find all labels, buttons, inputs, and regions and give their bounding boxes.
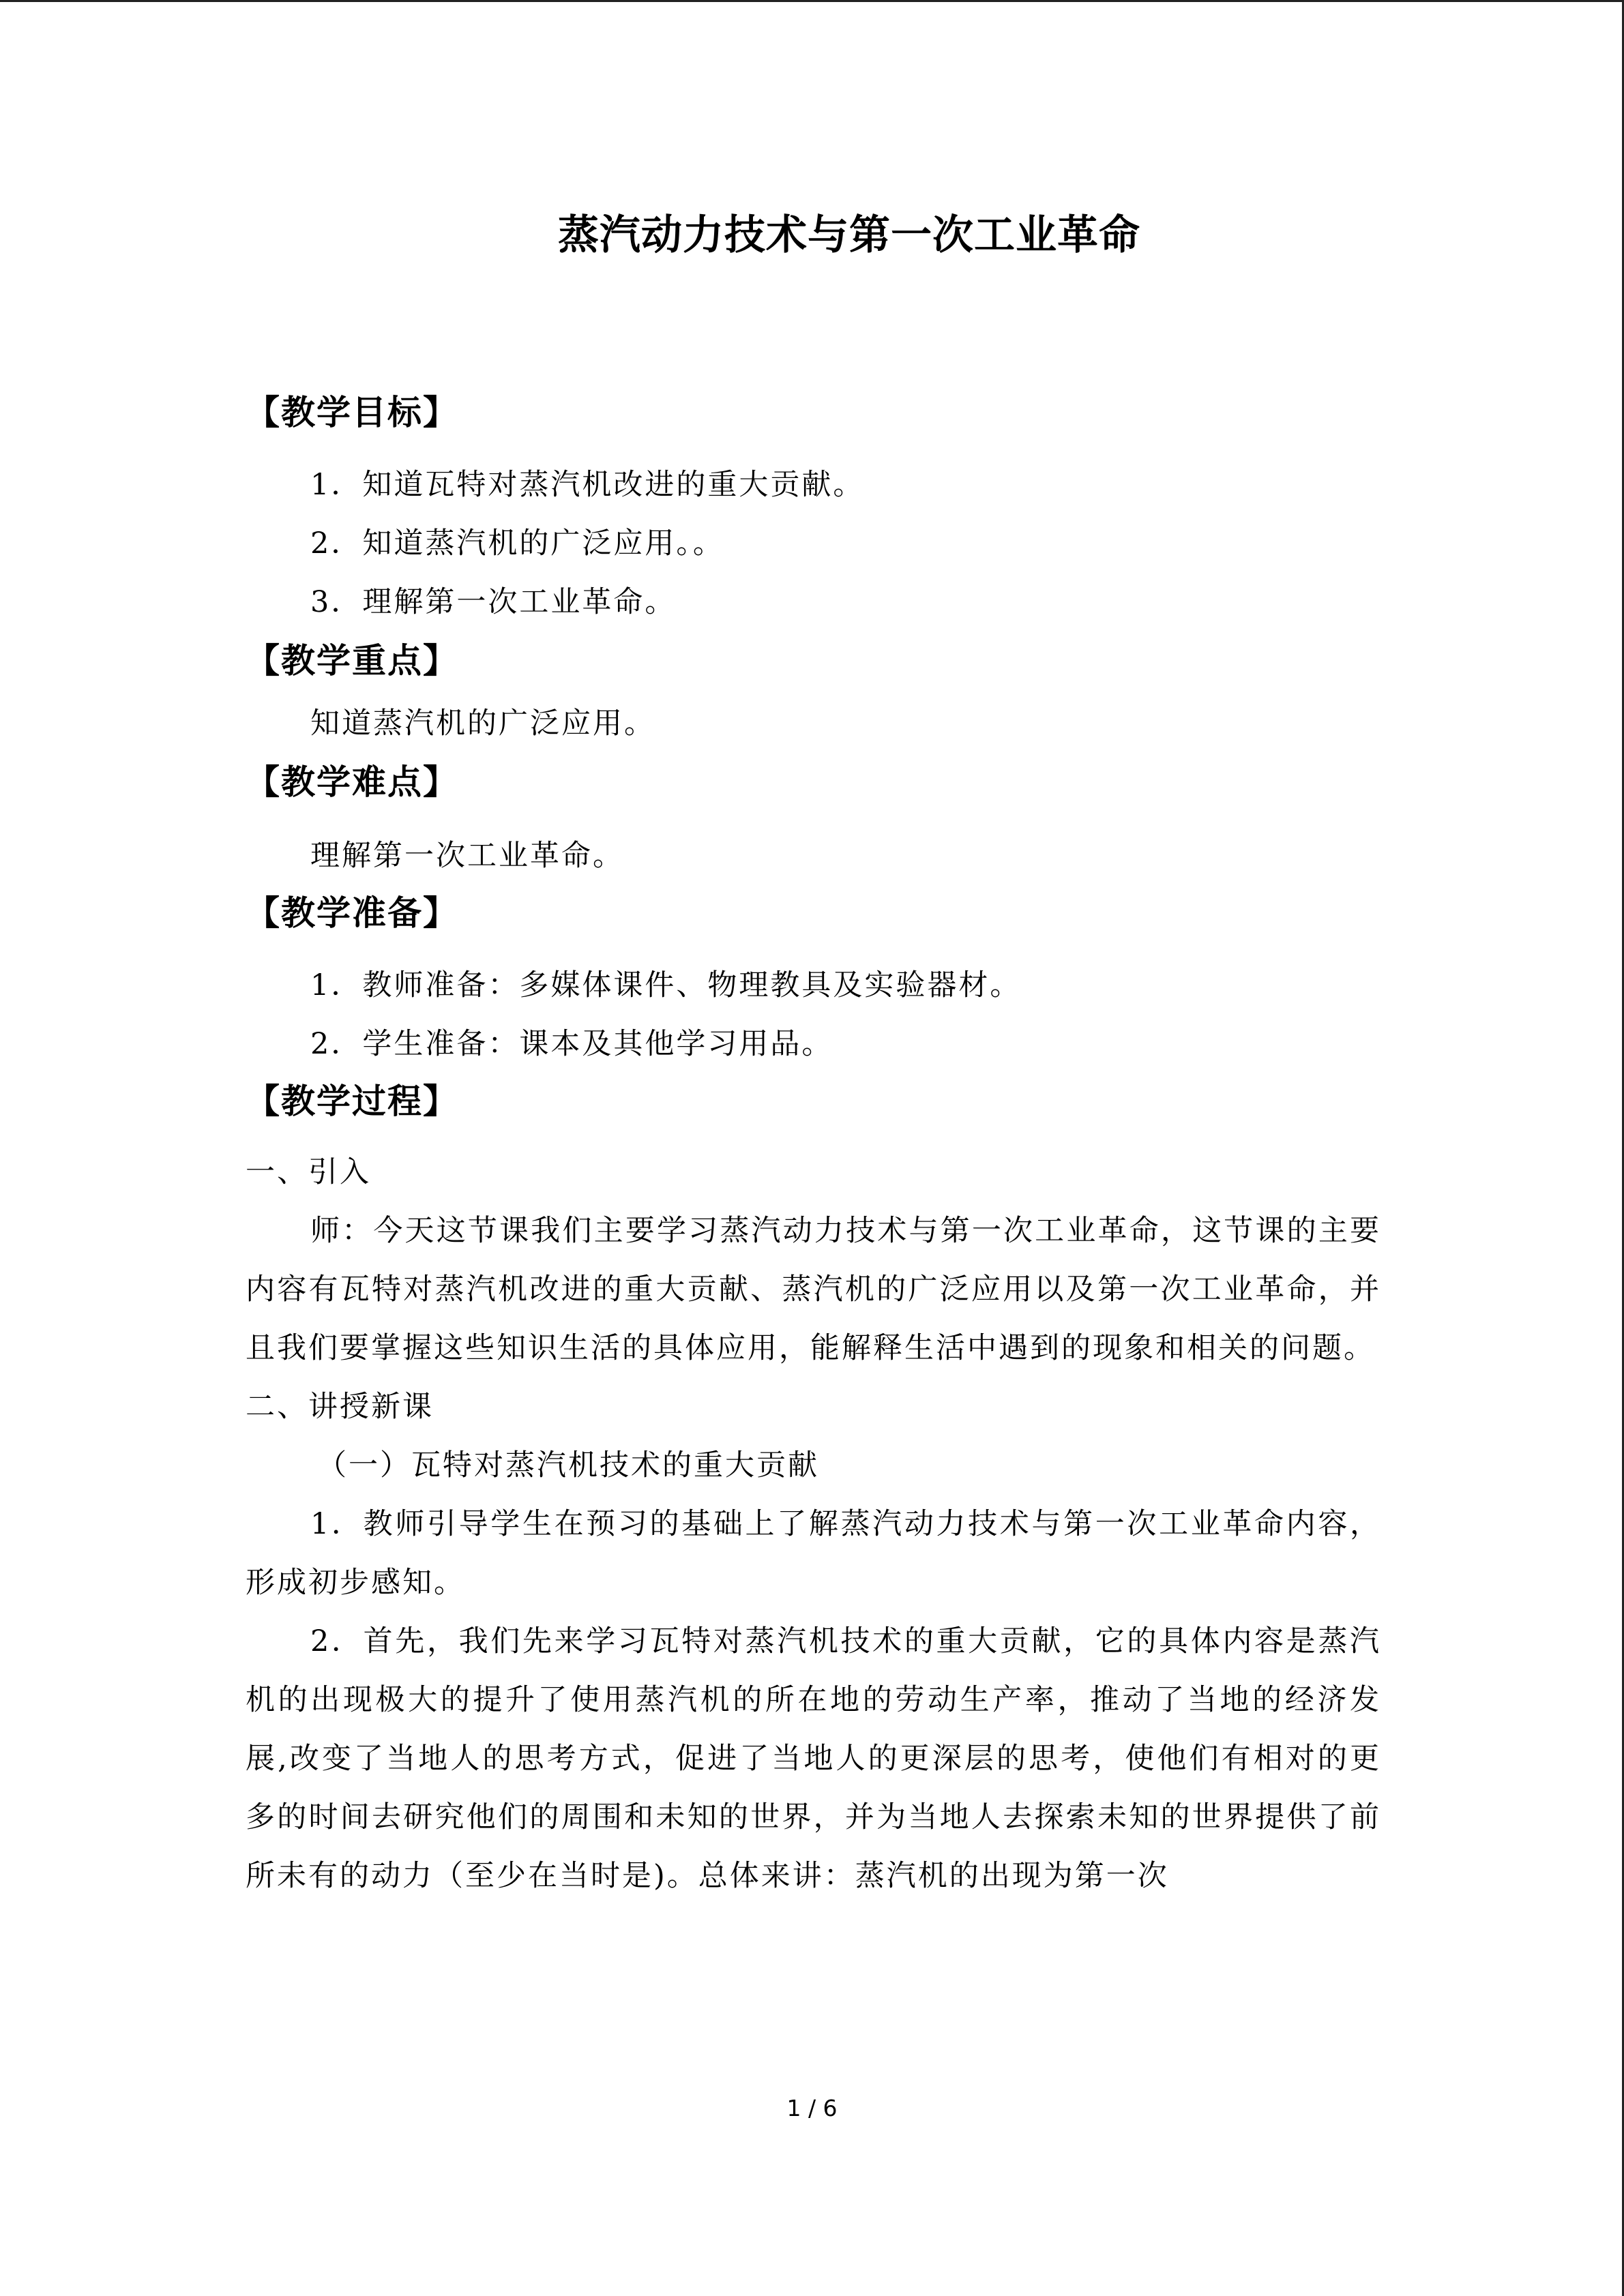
objective-item: 1．知道瓦特对蒸汽机改进的重大贡献。 [310, 468, 865, 502]
preparation-item: 1．教师准备：多媒体课件、物理教具及实验器材。 [310, 968, 1022, 1002]
preparation-item: 2．学生准备：课本及其他学习用品。 [310, 1027, 833, 1061]
document-body [246, 205, 1381, 1905]
objective-item: 2．知道蒸汽机的广泛应用。。 [310, 526, 724, 561]
page-number: 1 / 6 [786, 2095, 838, 2121]
intro-paragraph: 师：今天这节课我们主要学习蒸汽动力技术与第一次工业革命，这节课的主要内容有瓦特对蒸汽机改进的重大贡献、蒸汽机的广泛应用以及第一次工业革命，并且我们要掌握这些知识生活的具体应用，能解释生活中遇到的现象和相关的问题。 [246, 1214, 1381, 1365]
step-paragraph-2: 2．首先，我们先来学习瓦特对蒸汽机技术的重大贡献，它的具体内容是蒸汽机的出现极大的提升了使用蒸汽机的所在地的劳动生产率，推动了当地的经济发展,改变了当地人的思考方式，促进了当地人的更深层的思考，使他们有相对的更多的时间去研究他们的周围和未知的世界，并为当地人去探索未知的世界提供了前所未有的动力（至少在当时是)。总体来讲：蒸汽机的出现为第一次 [246, 1624, 1381, 1893]
objectives-heading: 【教学目标】 [246, 393, 458, 432]
difficulties-text: 理解第一次工业革命。 [310, 839, 624, 873]
key-points-heading: 【教学重点】 [246, 641, 458, 681]
section-subheading: （一）瓦特对蒸汽机技术的重大贡献 [317, 1448, 819, 1482]
new-lesson-label: 二、讲授新课 [246, 1390, 434, 1424]
page-top-border [0, 0, 1624, 2]
objective-item: 3．理解第一次工业革命。 [310, 585, 677, 619]
difficulties-heading: 【教学难点】 [246, 762, 458, 802]
spacer [246, 266, 1381, 389]
process-heading: 【教学过程】 [246, 1082, 458, 1121]
document-title: 蒸汽动力技术与第一次工业革命 [558, 211, 1140, 259]
preparation-heading: 【教学准备】 [246, 893, 458, 933]
intro-label: 一、引入 [246, 1155, 371, 1189]
key-points-text: 知道蒸汽机的广泛应用。 [310, 706, 655, 741]
step-paragraph-1: 1．教师引导学生在预习的基础上了解蒸汽动力技术与第一次工业革命内容，形成初步感知。 [246, 1507, 1381, 1600]
